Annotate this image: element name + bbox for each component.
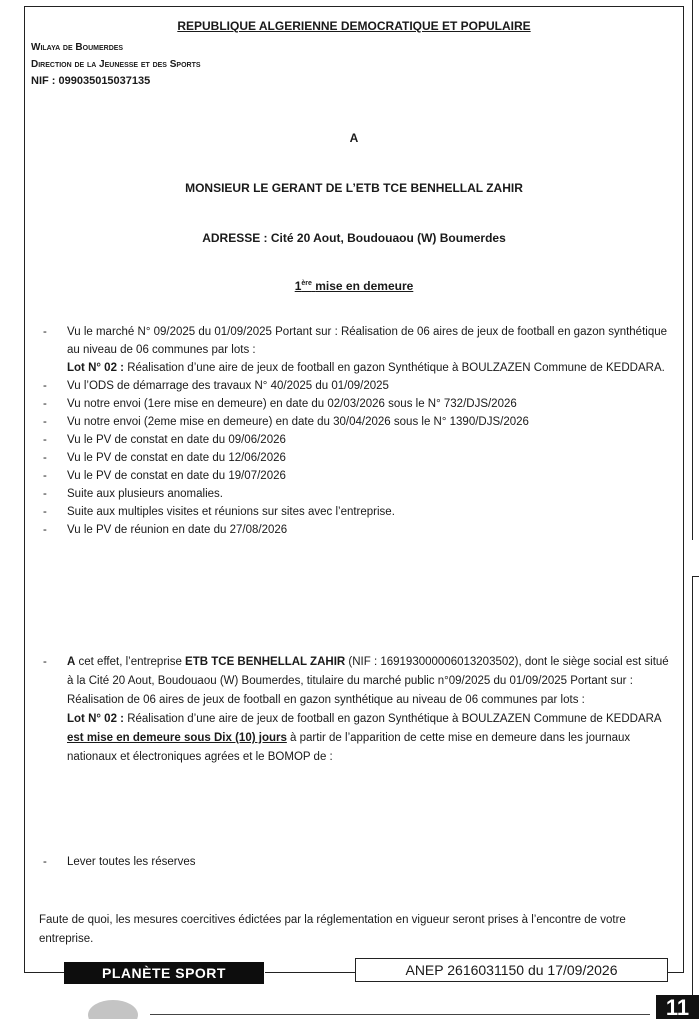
adjacent-column-edge xyxy=(692,0,699,540)
addressee-to: A xyxy=(349,131,359,145)
lot-text: Réalisation d’une aire de jeux de football en gazon Synthétique à BOULZAZEN Commune de KEDDARA. xyxy=(127,362,665,374)
injunction-part1: cet effet, l’entreprise xyxy=(75,656,186,668)
subject-superscript: ère xyxy=(301,280,312,287)
subject-text: mise en demeure xyxy=(315,279,414,293)
wilaya-line: Wilaya de Boumerdes xyxy=(31,42,124,53)
deadline-text: est mise en demeure sous Dix (10) jours xyxy=(67,732,287,744)
addressee-address xyxy=(25,229,683,247)
consideration-text: Vu le marché N° 09/2025 du 01/09/2025 Portant sur : Réalisation de 06 aires de jeux de football en gazon synthétique au niveau de 06 communes par lots : xyxy=(67,326,668,356)
adjacent-column-edge xyxy=(692,576,699,996)
consideration-item: - Vu le PV de constat en date du 09/06/2026 xyxy=(43,431,673,449)
company-name: ETB TCE BENHELLAL ZAHIR xyxy=(185,656,346,668)
page-number: 11 xyxy=(656,995,699,1019)
consideration-item: - Suite aux plusieurs anomalies. xyxy=(43,485,673,503)
consideration-item: - Suite aux multiples visites et réunions sur sites avec l’entreprise. xyxy=(43,503,673,521)
injunction-lot-text: Réalisation d’une aire de jeux de football en gazon Synthétique à BOULZAZEN Commune de KEDDARA xyxy=(124,713,661,725)
address-value: Cité 20 Aout, Boudouaou (W) Boumerdes xyxy=(270,231,506,245)
consideration-item: - Vu le PV de réunion en date du 27/08/2026 xyxy=(43,521,673,539)
frame-rule xyxy=(24,972,64,973)
legal-notice xyxy=(24,6,684,972)
source-tag: PLANÈTE SPORT xyxy=(64,962,264,984)
consideration-item xyxy=(43,323,673,377)
lot-label: Lot N° 02 : xyxy=(67,362,124,374)
requirement-item: - Lever toutes les réserves xyxy=(43,853,669,872)
injunction-part3: à partir de l’apparition de cette mise en demeure dans les journaux nationaux et électroniques agrées et le BOMOP de : xyxy=(67,732,631,763)
consideration-item: - Vu notre envoi (2eme mise en demeure) en date du 30/04/2026 sous le N° 1390/DJS/2026 xyxy=(43,413,673,431)
consideration-item: - Vu notre envoi (1ere mise en demeure) en date du 02/03/2026 sous le N° 732/DJS/2026 xyxy=(43,395,673,413)
notice-subject xyxy=(25,277,683,295)
consideration-item: - Vu le PV de constat en date du 19/07/2026 xyxy=(43,467,673,485)
anep-reference: ANEP 2616031150 du 17/09/2026 xyxy=(355,958,668,982)
injunction-paragraph xyxy=(43,653,669,767)
injunction-part2: (NIF : 169193000006013203502), dont le siège social est situé à la Cité 20 Aout, Boudouaou (W) Boumerdes, titulaire du marché public n°09/2025 du 01/09/2025 Portant sur : Réalisation de 06 aires de jeux de football en gazon synthétique au niveau de 06 communes par lots : xyxy=(67,656,669,706)
nif-line: NIF : 099035015037135 xyxy=(31,75,151,87)
republic-heading: REPUBLIQUE ALGERIENNE DEMOCRATIQUE ET POPULAIRE xyxy=(177,19,531,33)
issuer-block xyxy=(31,39,201,90)
considerations-list xyxy=(43,323,673,539)
consideration-item: - Vu le PV de constat en date du 12/06/2026 xyxy=(43,449,673,467)
frame-rule xyxy=(668,972,684,973)
injunction-item xyxy=(43,653,669,767)
newspaper-logo-icon xyxy=(88,1000,138,1019)
frame-rule xyxy=(265,972,355,973)
addressee-name: MONSIEUR LE GERANT DE L’ETB TCE BENHELLAL ZAHIR xyxy=(185,181,523,195)
closing-paragraph: Faute de quoi, les mesures coercitives édictées par la réglementation en vigueur seront prises à l’encontre de votre entreprise. xyxy=(39,914,626,945)
subject-number: 1 xyxy=(294,279,302,293)
address-label: ADRESSE : xyxy=(202,231,268,245)
consideration-item: - Vu l’ODS de démarrage des travaux N° 40/2025 du 01/09/2025 xyxy=(43,377,673,395)
injunction-lot-label: Lot N° 02 : xyxy=(67,713,124,725)
direction-line: Direction de la Jeunesse et des Sports xyxy=(31,59,201,70)
requirement-list xyxy=(43,853,669,872)
injunction-lead: A xyxy=(67,656,76,668)
footer-rule xyxy=(150,1014,650,1015)
